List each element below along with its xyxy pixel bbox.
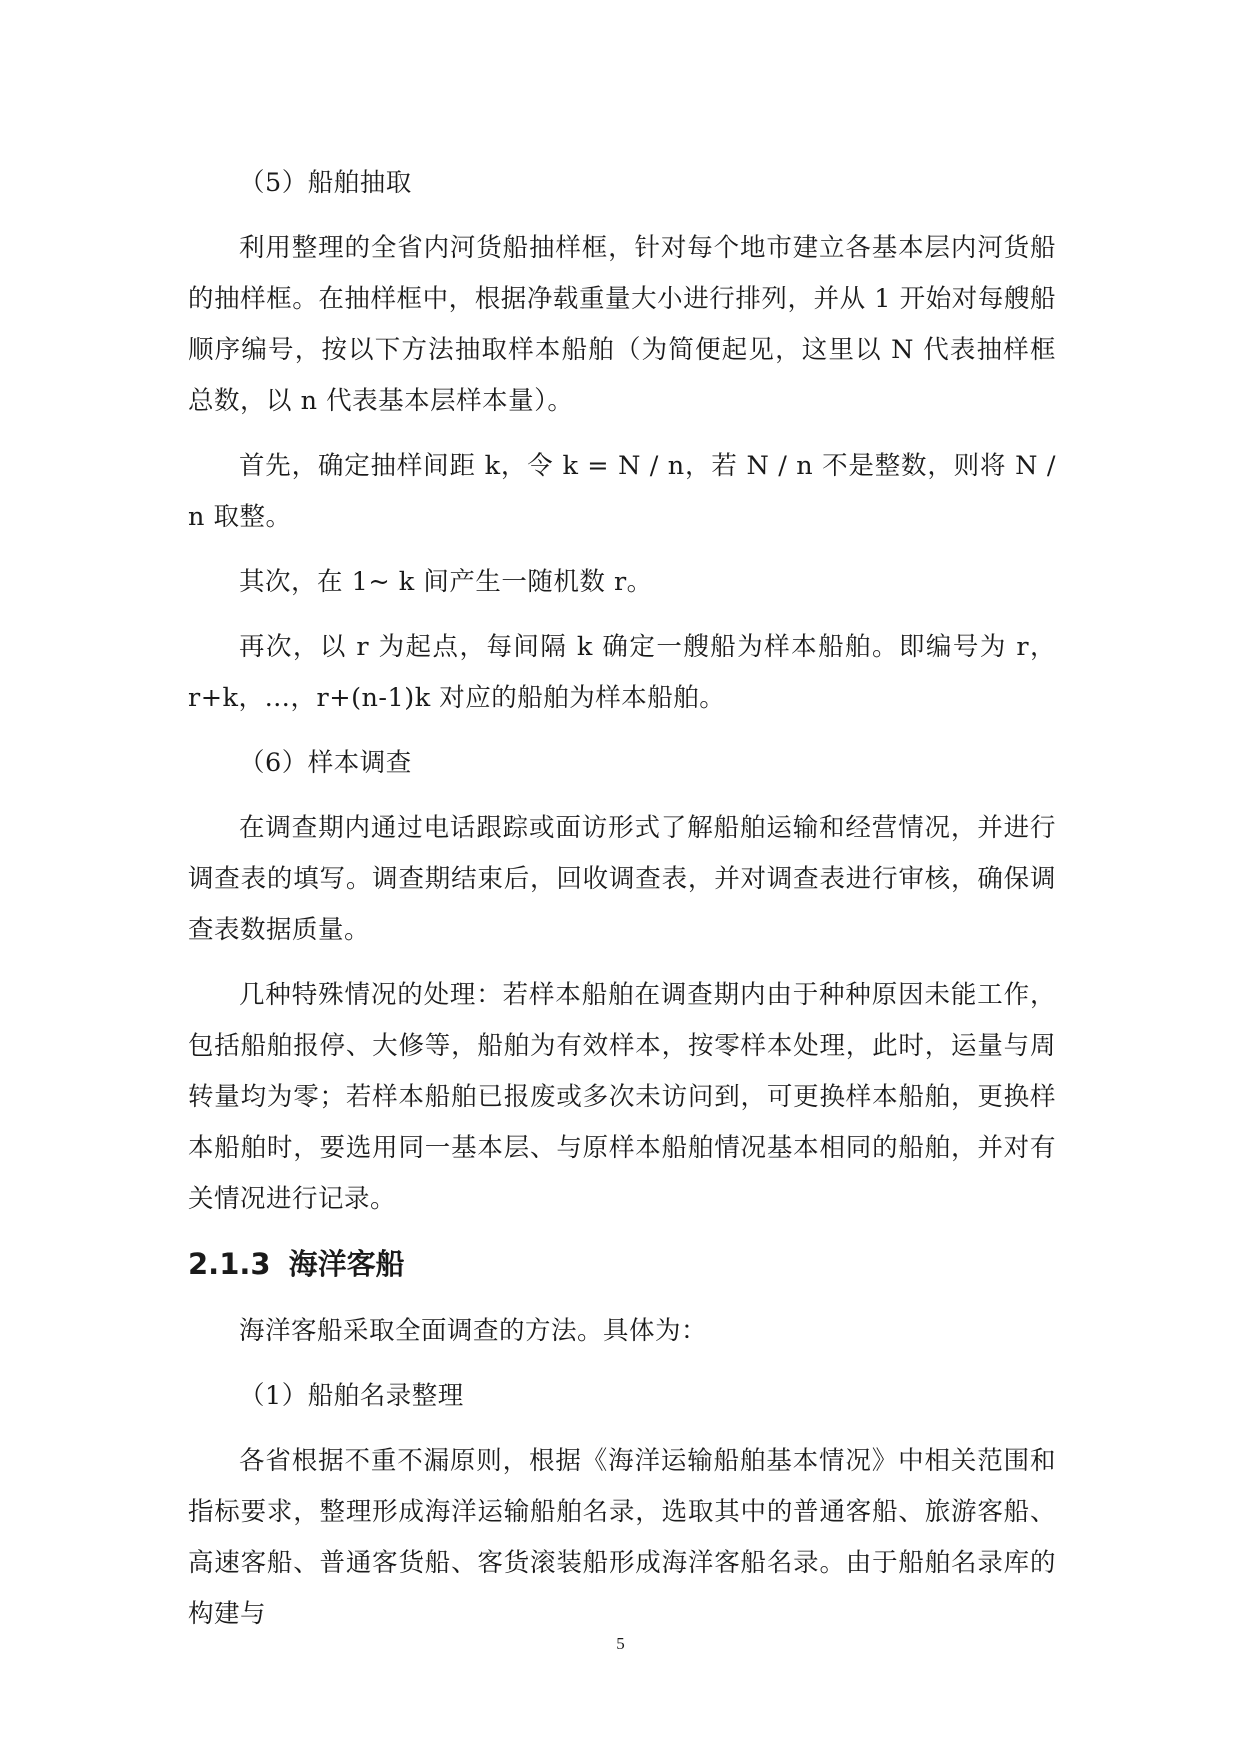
paragraph: 利用整理的全省内河货船抽样框，针对每个地市建立各基本层内河货船的抽样框。在抽样框中，根据净载重量大小进行排列，并从 1 开始对每艘船顺序编号，按以下方法抽取样本船舶（为简便起见，这里以 N 代表抽样框总数，以 n 代表基本层样本量）。 — [188, 233, 1056, 416]
page-body — [188, 158, 1056, 1654]
subheading-sample-survey: （6）样本调查 — [239, 748, 412, 778]
subheading-ship-list: （1）船舶名录整理 — [239, 1381, 464, 1411]
subheading-ship-sampling: （5）船舶抽取 — [239, 168, 412, 198]
paragraph: 几种特殊情况的处理：若样本船舶在调查期内由于种种原因未能工作，包括船舶报停、大修等，船舶为有效样本，按零样本处理，此时，运量与周转量均为零；若样本船舶已报废或多次未访问到，可更换样本船舶，更换样本船舶时，要选用同一基本层、与原样本船舶情况基本相同的船舶，并对有关情况进行记录。 — [188, 980, 1056, 1214]
paragraph: 各省根据不重不漏原则，根据《海洋运输船舶基本情况》中相关范围和指标要求，整理形成海洋运输船舶名录，选取其中的普通客船、旅游客船、高速客船、普通客货船、客货滚装船形成海洋客船名录。由于船舶名录库的构建与 — [188, 1446, 1056, 1629]
paragraph: 其次，在 1~ k 间产生一随机数 r。 — [239, 567, 653, 597]
paragraph: 在调查期内通过电话跟踪或面访形式了解船舶运输和经营情况，并进行调查表的填写。调查期结束后，回收调查表，并对调查表进行审核，确保调查表数据质量。 — [188, 813, 1056, 945]
paragraph: 再次，以 r 为起点，每间隔 k 确定一艘船为样本船舶。即编号为 r，r+k，…，r+(n-1)k 对应的船舶为样本船舶。 — [188, 632, 1056, 713]
section-heading — [188, 1239, 1056, 1290]
section-title: 海洋客船 — [288, 1247, 405, 1281]
section-number: 2.1.3 — [188, 1247, 271, 1281]
paragraph: 海洋客船采取全面调查的方法。具体为： — [239, 1316, 708, 1346]
page-number: 5 — [616, 1634, 625, 1653]
paragraph: 首先，确定抽样间距 k，令 k = N / n，若 N / n 不是整数，则将 N / n 取整。 — [188, 451, 1056, 532]
